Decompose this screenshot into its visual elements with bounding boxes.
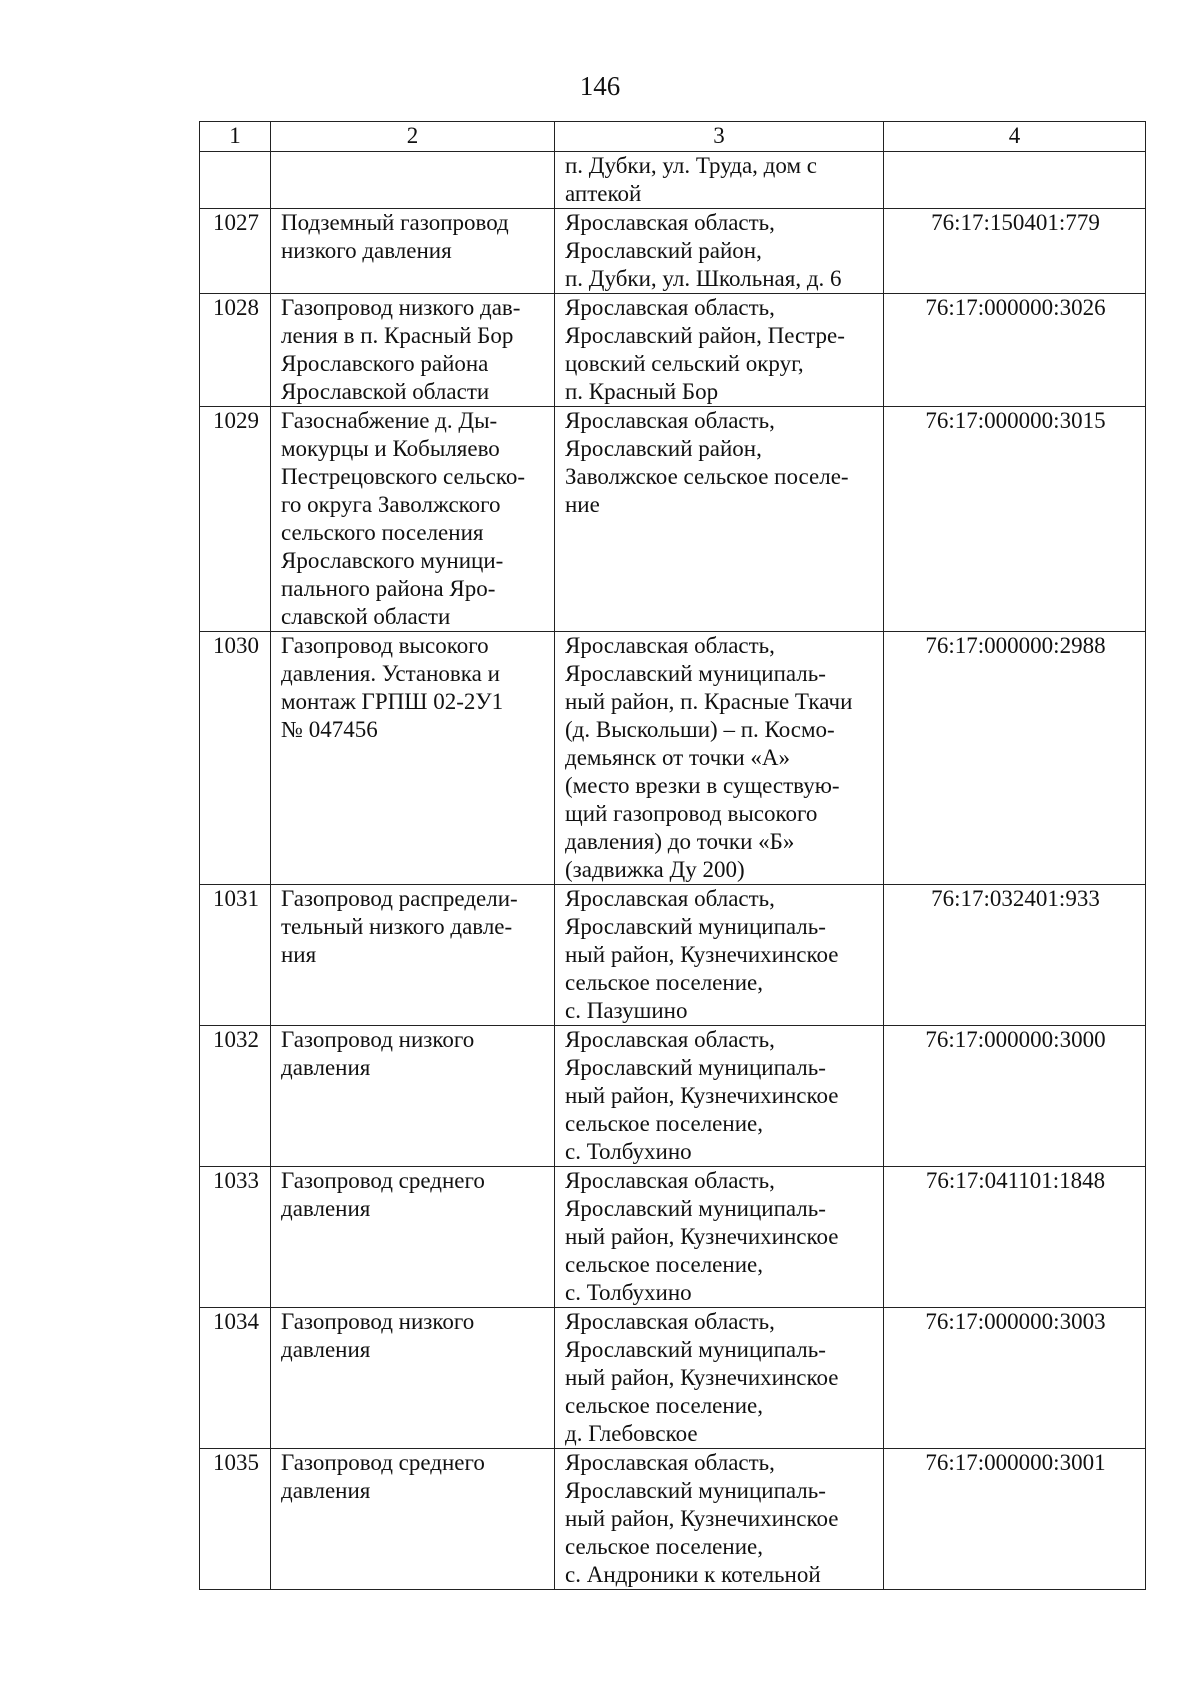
object-address-line: ный район, Кузнечихинское [565, 1506, 839, 1531]
object-name-line: Ярославского района [281, 351, 489, 376]
object-address-line: Ярославский муниципаль- [565, 661, 826, 686]
column-number-row [200, 122, 1146, 152]
object-address-line: Ярославский район, [565, 238, 762, 263]
object-name [271, 209, 555, 294]
object-address-line: сельское поселение, [565, 1393, 763, 1418]
object-address [555, 632, 884, 885]
object-name-line: низкого давления [281, 238, 452, 263]
cadastral-number: 76:17:000000:3003 [884, 1308, 1146, 1449]
object-address-line: давления) до точки «Б» [565, 829, 795, 854]
row-number: 1029 [200, 407, 271, 632]
object-name-line: Ярославской области [281, 379, 490, 404]
object-name [271, 1026, 555, 1167]
row-number: 1035 [200, 1449, 271, 1590]
object-name-line: Газопровод распредели- [281, 886, 518, 911]
cadastral-number: 76:17:032401:933 [884, 885, 1146, 1026]
object-name-line: ления в п. Красный Бор [281, 323, 514, 348]
object-address-line: ный район, Кузнечихинское [565, 1365, 839, 1390]
object-address-line: Ярославская область, [565, 1309, 775, 1334]
column-number: 3 [555, 122, 884, 152]
object-name [271, 1167, 555, 1308]
object-name-line: мокурцы и Кобыляево [281, 436, 500, 461]
object-address [555, 209, 884, 294]
page-number: 146 [579, 71, 621, 101]
object-name-line: Газопровод низкого [281, 1309, 475, 1334]
object-name-line: давления [281, 1337, 371, 1362]
object-name-line: Подземный газопровод [281, 210, 509, 235]
object-address [555, 294, 884, 407]
object-address-line: с. Толбухино [565, 1280, 692, 1305]
row-number: 1032 [200, 1026, 271, 1167]
object-address-line: сельское поселение, [565, 1252, 763, 1277]
object-address-line: Ярославская область, [565, 295, 775, 320]
column-number: 1 [200, 122, 271, 152]
table-row [200, 1449, 1146, 1590]
object-address-line: п. Дубки, ул. Школьная, д. 6 [565, 266, 842, 291]
table-row [200, 885, 1146, 1026]
table-row [200, 1167, 1146, 1308]
object-name-line: Газопровод низкого [281, 1027, 475, 1052]
object-address-line: Ярославский муниципаль- [565, 1196, 826, 1221]
object-name [271, 885, 555, 1026]
cadastral-number: 76:17:000000:3026 [884, 294, 1146, 407]
object-address-line: ный район, п. Красные Ткачи [565, 689, 853, 714]
object-address-line: д. Глебовское [565, 1421, 698, 1446]
object-name-line: Газопровод низкого дав- [281, 295, 521, 320]
object-address-line: ный район, Кузнечихинское [565, 1083, 839, 1108]
row-number: 1030 [200, 632, 271, 885]
object-address [555, 407, 884, 632]
object-address-line: ный район, Кузнечихинское [565, 1224, 839, 1249]
object-name-line: № 047456 [281, 717, 378, 742]
object-address-line: сельское поселение, [565, 970, 763, 995]
object-name [271, 632, 555, 885]
object-address-line: Ярославский муниципаль- [565, 1478, 826, 1503]
object-address-line: (место врезки в существую- [565, 773, 840, 798]
object-address-line: цовский сельский округ, [565, 351, 804, 376]
row-number: 1027 [200, 209, 271, 294]
object-name-line: Пестрецовского сельско- [281, 464, 526, 489]
object-address-line: Ярославская область, [565, 633, 775, 658]
object-address-line: Ярославский район, [565, 436, 762, 461]
object-address-line: щий газопровод высокого [565, 801, 818, 826]
object-address [555, 1026, 884, 1167]
object-address-line: п. Дубки, ул. Труда, дом с [565, 153, 817, 178]
object-address-line: демьянск от точки «А» [565, 745, 791, 770]
object-address-line: аптекой [565, 181, 642, 206]
object-address-line: с. Толбухино [565, 1139, 692, 1164]
object-address-line: ный район, Кузнечихинское [565, 942, 839, 967]
cadastral-number: 76:17:000000:2988 [884, 632, 1146, 885]
registry-table [199, 121, 1146, 1590]
object-address-line: Ярославский район, Пестре- [565, 323, 845, 348]
object-name [271, 1308, 555, 1449]
object-address-line: Ярославский муниципаль- [565, 1055, 826, 1080]
row-number [200, 152, 271, 209]
object-name-line: давления. Установка и [281, 661, 500, 686]
object-name-line: Газопровод среднего [281, 1168, 485, 1193]
cadastral-number: 76:17:041101:1848 [884, 1167, 1146, 1308]
object-name [271, 294, 555, 407]
object-name-line: Газопровод высокого [281, 633, 489, 658]
object-address-line: (д. Выскольши) – п. Космо- [565, 717, 835, 742]
row-number: 1028 [200, 294, 271, 407]
row-number: 1034 [200, 1308, 271, 1449]
object-address-line: сельское поселение, [565, 1111, 763, 1136]
object-name-line: монтаж ГРПШ 02-2У1 [281, 689, 504, 714]
object-address-line: п. Красный Бор [565, 379, 719, 404]
table-row [200, 632, 1146, 885]
object-address-line: Ярославская область, [565, 886, 775, 911]
object-address-line: Ярославский муниципаль- [565, 1337, 826, 1362]
row-number: 1033 [200, 1167, 271, 1308]
row-number: 1031 [200, 885, 271, 1026]
column-number: 2 [271, 122, 555, 152]
object-name [271, 1449, 555, 1590]
object-address-line: Заволжское сельское поселе- [565, 464, 849, 489]
object-name-line: сельского поселения [281, 520, 484, 545]
object-address-line: Ярославский муниципаль- [565, 914, 826, 939]
object-address-line: с. Андроники к котельной [565, 1562, 821, 1587]
cadastral-number: 76:17:000000:3015 [884, 407, 1146, 632]
table-row [200, 152, 1146, 209]
column-number: 4 [884, 122, 1146, 152]
table-row [200, 1026, 1146, 1167]
object-address [555, 885, 884, 1026]
table-row [200, 1308, 1146, 1449]
object-name-line: Газопровод среднего [281, 1450, 485, 1475]
object-name [271, 152, 555, 209]
cadastral-number: 76:17:000000:3000 [884, 1026, 1146, 1167]
object-address-line: Ярославская область, [565, 210, 775, 235]
table-body [200, 152, 1146, 1590]
object-address-line: сельское поселение, [565, 1534, 763, 1559]
object-address [555, 1308, 884, 1449]
object-address-line: Ярославская область, [565, 1450, 775, 1475]
object-name [271, 407, 555, 632]
object-name-line: давления [281, 1196, 371, 1221]
cadastral-number [884, 152, 1146, 209]
object-address-line: Ярославская область, [565, 1168, 775, 1193]
cadastral-number: 76:17:000000:3001 [884, 1449, 1146, 1590]
object-address-line: ние [565, 492, 600, 517]
object-name-line: ния [281, 942, 317, 967]
object-address-line: Ярославская область, [565, 408, 775, 433]
object-name-line: славской области [281, 604, 451, 629]
object-name-line: Ярославского муници- [281, 548, 504, 573]
object-name-line: пального района Яро- [281, 576, 496, 601]
object-address [555, 1167, 884, 1308]
object-name-line: давления [281, 1055, 371, 1080]
object-address-line: с. Пазушино [565, 998, 688, 1023]
table-row [200, 209, 1146, 294]
object-address [555, 1449, 884, 1590]
object-name-line: тельный низкого давле- [281, 914, 513, 939]
table-row [200, 407, 1146, 632]
object-name-line: го округа Заволжского [281, 492, 501, 517]
object-address-line: Ярославская область, [565, 1027, 775, 1052]
cadastral-number: 76:17:150401:779 [884, 209, 1146, 294]
object-name-line: Газоснабжение д. Ды- [281, 408, 498, 433]
table-row [200, 294, 1146, 407]
object-address-line: (задвижка Ду 200) [565, 857, 745, 882]
object-address [555, 152, 884, 209]
object-name-line: давления [281, 1478, 371, 1503]
